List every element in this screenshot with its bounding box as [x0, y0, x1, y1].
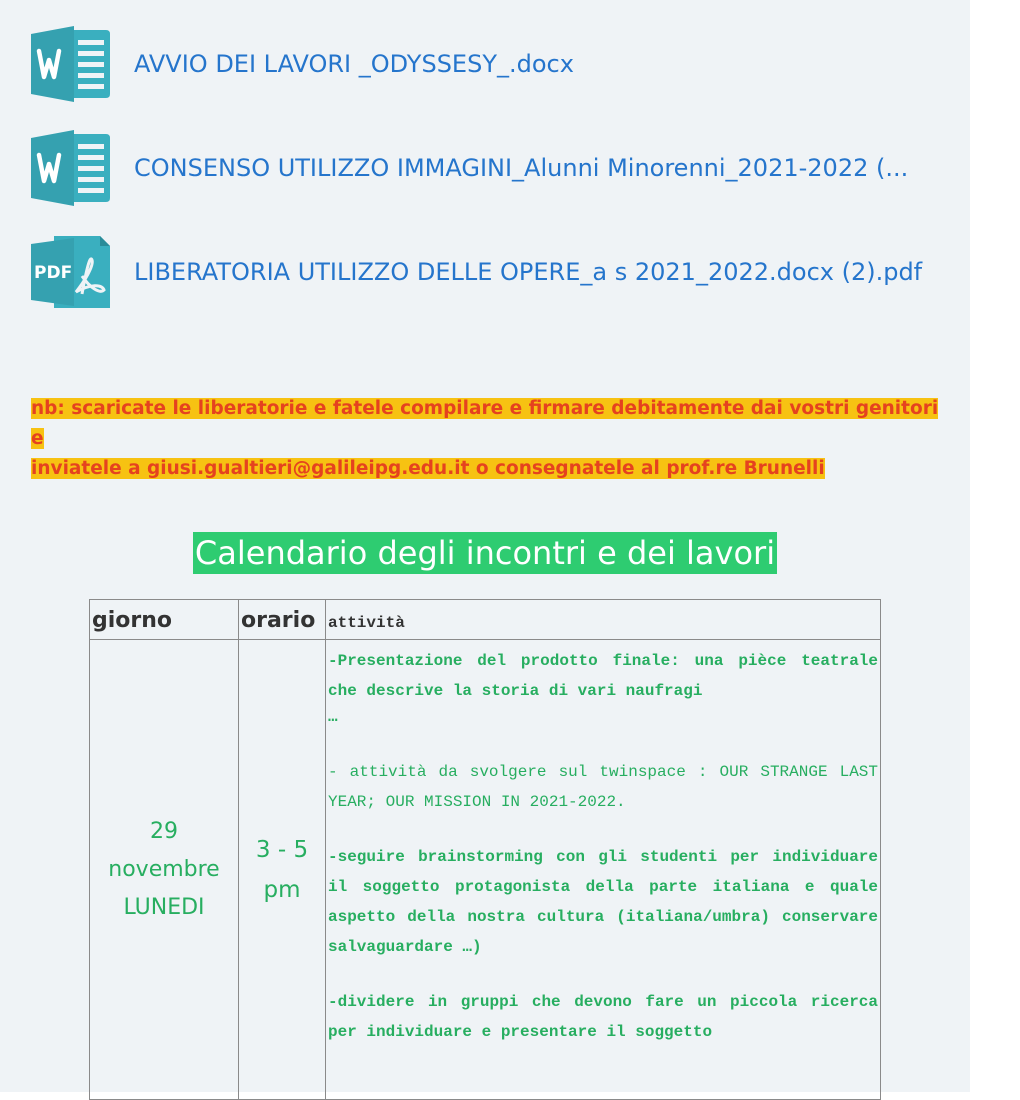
word-document-icon — [30, 24, 112, 104]
download-note — [31, 394, 951, 484]
file-link-liberatoria[interactable]: LIBERATORIA UTILIZZO DELLE OPERE_a s 2021_2022.docx (2).pdf — [134, 258, 923, 286]
file-link-consenso[interactable]: CONSENSO UTILIZZO IMMAGINI_Alunni Minorenni_2021-2022 (... — [134, 154, 909, 182]
header-orario: orario — [239, 600, 326, 640]
note-line-1: nb: scaricate le liberatorie e fatele compilare e firmare debitamente dai vostri genitori e — [31, 398, 939, 449]
activity-ellipsis: … — [328, 708, 338, 726]
time-range: 3 - 5 — [255, 836, 309, 863]
activity-item: - attività da svolgere sul twinspace : OUR STRANGE LAST YEAR; OUR MISSION IN 2021-2022. — [328, 763, 878, 811]
activity-item: -Presentazione del prodotto finale: una pièce teatrale che descrive la storia di vari naufragi — [328, 652, 878, 700]
time-period: pm — [263, 876, 301, 903]
file-item[interactable] — [30, 232, 922, 312]
svg-text:PDF: PDF — [34, 263, 73, 283]
table-header-row — [90, 600, 881, 640]
file-item[interactable] — [30, 24, 574, 104]
activity-item: -dividere in gruppi che devono fare un piccola ricerca per individuare e presentare il soggetto — [328, 993, 878, 1041]
note-line-2: inviatele a giusi.gualtieri@galileipg.edu.it o consegnatele al prof.re Brunelli — [31, 458, 825, 479]
cell-day — [90, 640, 239, 1100]
file-item[interactable] — [30, 128, 908, 208]
activity-item: -seguire brainstorming con gli studenti per individuare il soggetto protagonista della parte italiana e quale aspetto della nostra cultura (italiana/umbra) conservare salvaguardare …) — [328, 848, 878, 956]
pdf-document-icon — [30, 232, 112, 312]
calendar-title: Calendario degli incontri e dei lavori — [194, 534, 776, 572]
calendar-title-wrap — [0, 532, 970, 574]
file-link-avvio[interactable]: AVVIO DEI LAVORI _ODYSSESY_.docx — [134, 50, 574, 78]
cell-time — [239, 640, 326, 1100]
calendar-table — [89, 599, 881, 1100]
word-document-icon — [30, 128, 112, 208]
header-giorno: giorno — [90, 600, 239, 640]
day-name: LUNEDI — [123, 894, 205, 920]
table-row — [90, 640, 881, 1100]
day-number: 29 — [150, 818, 178, 844]
day-month: novembre — [108, 856, 220, 882]
header-attivita: attività — [326, 600, 881, 640]
cell-activity — [326, 640, 881, 1100]
